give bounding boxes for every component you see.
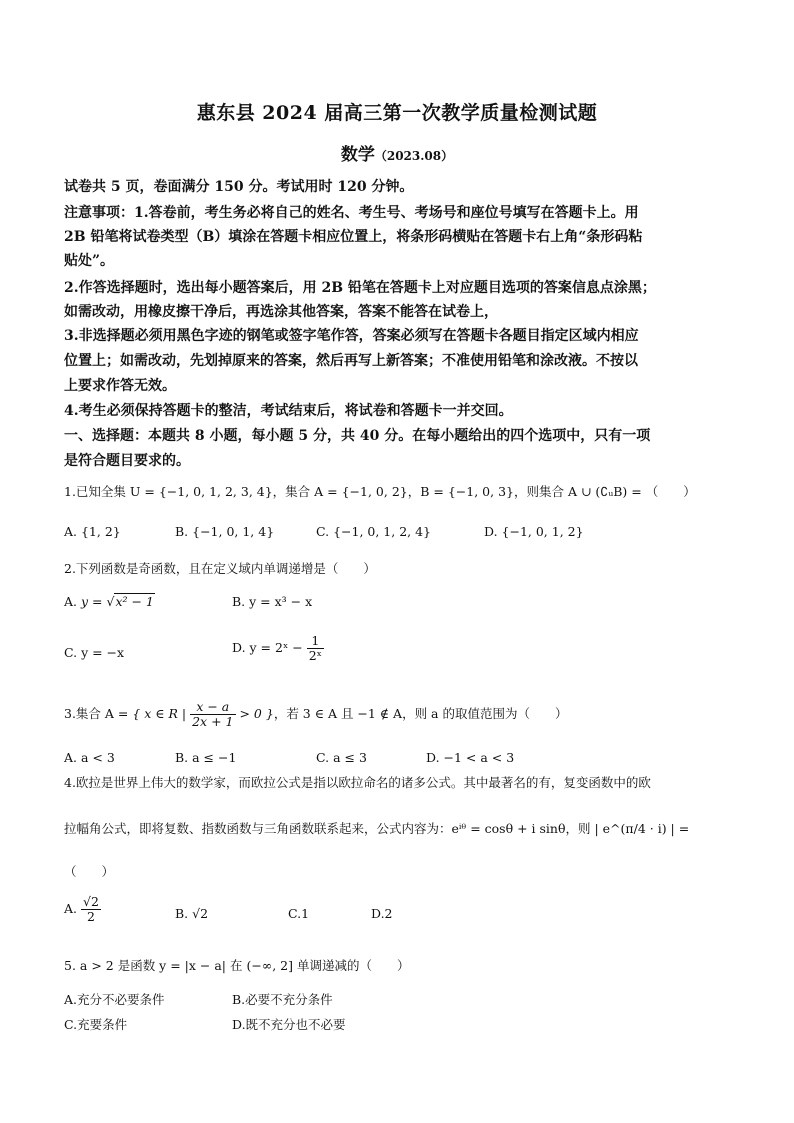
note-4: 4.考生必须保持答题卡的整洁，考试结束后，将试卷和答题卡一并交回。 [64,403,513,419]
note-3-line-b: 位置上；如需改动，先划掉原来的答案，然后再写上新答案；不准使用铅笔和涂改液。不按以 [64,353,638,369]
question-4-option-d: D.2 [371,906,393,921]
question-1-option-d: D. {−1, 0, 1, 2} [484,524,584,539]
section-heading-line-b: 是符合题目要求的。 [64,453,190,469]
question-4-stem-b: 拉幅角公式，即将复数、指数函数与三角函数联系起来，公式内容为：eⁱᶿ = cosθ + i sinθ，则 | e^(π/4 · i) | = [64,821,690,836]
question-1-option-c: C. {−1, 0, 1, 2, 4} [316,524,431,539]
question-4-option-a: A. $\frac{√2}{2}$ [64,894,99,924]
exam-summary: 试卷共 5 页，卷面满分 150 分。考试用时 120 分钟。 [64,179,414,195]
question-5-option-c: C.充要条件 [64,1017,128,1032]
subject-heading [0,140,794,165]
question-4-stem-a: 4.欧拉是世界上伟大的数学家，而欧拉公式是指以欧拉命名的诸多公式。其中最著名的有，复变函数中的欧 [64,775,651,790]
question-3-option-b: B. a ≤ −1 [175,750,237,765]
note-1-line-c: 贴处”。 [64,253,115,269]
question-3-option-c: C. a ≤ 3 [316,750,367,765]
question-1-option-a: A. {1, 2} [64,524,121,539]
question-5-stem: 5. a > 2 是函数 y = |x − a| 在 (−∞, 2] 单调递减的（ ） [64,958,410,973]
note-3-line-c: 上要求作答无效。 [64,378,176,394]
note-2-line-b: 如需改动，用橡皮擦干净后，再选涂其他答案，答案不能答在试卷上， [64,304,498,320]
question-5-option-d: D.既不充分也不必要 [232,1017,346,1032]
question-5-option-b: B.必要不充分条件 [232,992,333,1007]
question-4-option-c: C.1 [288,906,310,921]
question-3-option-a: A. a < 3 [64,750,115,765]
section-heading-line-a: 一、选择题：本题共 8 小题，每小题 5 分，共 40 分。在每小题给出的四个选项中，只有一项 [64,428,651,444]
question-3-option-d: D. −1 < a < 3 [426,750,515,765]
question-5-option-a: A.充分不必要条件 [64,992,165,1007]
note-1-line-b: 2B 铅笔将试卷类型（B）填涂在答题卡相应位置上，将条形码横贴在答题卡右上角“条形码粘 [64,229,643,245]
question-1-stem: 1.已知全集 U = {−1, 0, 1, 2, 3, 4}，集合 A = {−1, 0, 2}，B = {−1, 0, 3}，则集合 A ∪ (∁ᵤB) = （ ） [64,484,696,499]
question-4-option-b: B. √2 [175,906,209,921]
question-1-option-b: B. {−1, 0, 1, 4} [175,524,275,539]
question-2-option-c: C. y = −x [64,645,125,660]
subject-name: 数学 [340,145,375,165]
exam-title: 惠东县 2024 届高三第一次教学质量检测试题 [196,102,598,124]
question-4-stem-c: （ ） [64,864,115,879]
question-2-option-a: A. y = √x² − 1 [64,594,154,609]
question-3-stem: 3.集合 A = { x ∈ R | $\frac{x - a}{2x + 1}$ > 0 }，若 3 ∈ A 且 −1 ∉ A，则 a 的取值范围为（ ） [64,699,568,729]
question-2-option-d: D. y = 2ˣ − $\frac{1}{\text{2ˣ}}$ [232,633,322,663]
note-1-line-a: 注意事项：1.答卷前，考生务必将自己的姓名、考生号、考场号和座位号填写在答题卡上。用 [64,205,639,221]
question-2-option-b: B. y = x³ − x [232,594,313,609]
question-2-stem: 2.下列函数是奇函数，且在定义域内单调递增是（ ） [64,561,376,576]
note-2-line-a: 2.作答选择题时，选出每小题答案后，用 2B 铅笔在答题卡上对应题目选项的答案信息点涂黑； [64,280,656,296]
note-3-line-a: 3.非选择题必须用黑色字迹的钢笔或签字笔作答，答案必须写在答题卡各题目指定区域内相应 [64,328,639,344]
exam-date: （2023.08） [374,149,454,163]
